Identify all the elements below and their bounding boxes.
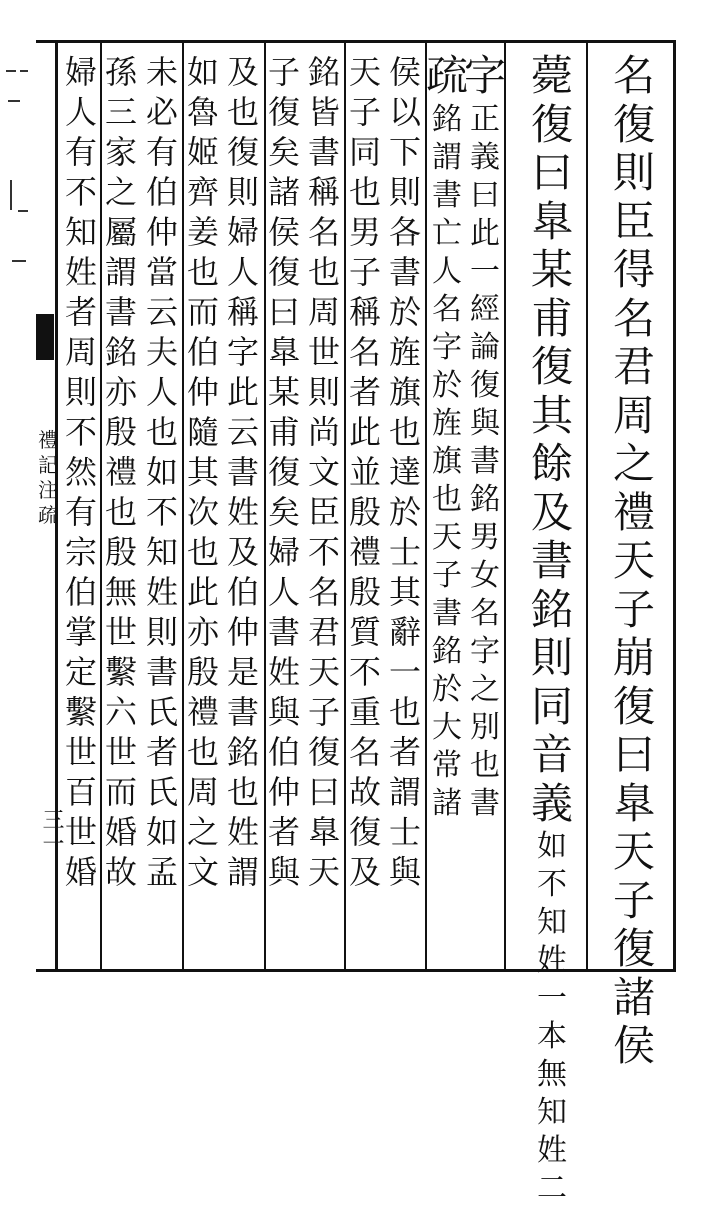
annotation-char: 質 (348, 613, 381, 651)
main-text-char: 某 (530, 245, 573, 294)
annotation-char: 不 (64, 413, 97, 451)
annotation-char: 銘 (432, 101, 462, 137)
main-text-char: 薨 (530, 51, 573, 100)
annotation-char: 六 (104, 693, 137, 731)
main-text-char: 則 (612, 148, 655, 197)
annotation-char: 與 (388, 853, 421, 891)
main-text-char: 音 (530, 730, 573, 779)
text-column-9 (224, 52, 262, 892)
annotation-char: 字 (432, 329, 462, 365)
annotation-char: 者 (64, 293, 97, 331)
annotation-char: 也 (470, 747, 500, 783)
annotation-char: 亦 (186, 613, 219, 651)
annotation-char: 女 (470, 557, 500, 593)
text-column-5 (386, 52, 424, 892)
annotation-char: 其 (186, 453, 219, 491)
annotation-char: 名 (348, 333, 381, 371)
annotation-char: 文 (307, 453, 340, 491)
main-text-char: 君 (612, 342, 655, 391)
annotation-char: 亡 (432, 215, 462, 251)
annotation-char: 下 (388, 133, 421, 171)
main-text-char: 同 (530, 681, 573, 731)
annotation-char: 天 (348, 53, 381, 91)
annotation-char: 仲 (267, 773, 300, 811)
annotation-char: 未 (145, 53, 178, 91)
annotation-char: 一 (388, 653, 421, 691)
annotation-char: 姓 (145, 573, 178, 611)
main-text-char: 餘 (530, 439, 573, 488)
annotation-char: 知 (537, 905, 567, 940)
annotation-char: 伯 (145, 173, 178, 211)
page-number: 三一 (39, 808, 64, 856)
annotation-char: 殷 (104, 413, 137, 451)
annotation-char: 婚 (64, 853, 97, 891)
spine-title-char: 疏 (38, 503, 58, 527)
annotation-char: 家 (104, 133, 137, 171)
annotation-char: 孫 (104, 53, 137, 91)
annotation-char: 書 (388, 253, 421, 291)
column-rule (425, 40, 427, 972)
annotation-char: 復 (470, 367, 500, 403)
annotation-char: 於 (388, 293, 421, 331)
annotation-char: 銘 (432, 633, 462, 669)
annotation-char: 文 (186, 853, 219, 891)
annotation-char: 世 (307, 333, 340, 371)
text-column-2 (516, 52, 588, 1208)
annotation-char: 然 (64, 453, 97, 491)
column-rule (504, 40, 506, 972)
annotation-char: 如 (186, 53, 219, 91)
annotation-char: 則 (388, 173, 421, 211)
annotation-char: 子 (348, 93, 381, 131)
annotation-char: 禮 (104, 453, 137, 491)
annotation-char: 次 (186, 493, 219, 531)
annotation-char: 則 (145, 613, 178, 651)
main-text-char: 復 (612, 99, 655, 149)
annotation-char: 於 (432, 367, 462, 403)
annotation-char: 氏 (145, 693, 178, 731)
text-column-8 (265, 52, 303, 892)
annotation-char: 名 (348, 733, 381, 771)
annotation-char: 君 (307, 613, 340, 651)
annotation-char: 而 (104, 773, 137, 811)
main-text-char: 及 (530, 487, 573, 537)
annotation-char: 經 (470, 291, 500, 327)
annotation-char: 謂 (104, 253, 137, 291)
spine-title-char: 禮 (38, 428, 58, 452)
annotation-char: 書 (307, 133, 340, 171)
annotation-char: 侯 (267, 213, 300, 251)
annotation-char: 知 (64, 213, 97, 251)
annotation-char: 旗 (432, 443, 462, 479)
annotation-char: 稱 (307, 173, 340, 211)
annotation-char: 故 (104, 853, 137, 891)
annotation-char: 隨 (186, 413, 219, 451)
annotation-char: 曰 (470, 177, 500, 213)
annotation-char: 士 (388, 533, 421, 571)
annotation-char: 世 (64, 733, 97, 771)
main-text-char: 子 (612, 875, 655, 925)
annotation-char: 與 (470, 405, 500, 441)
annotation-char: 者 (348, 373, 381, 411)
annotation-char: 云 (145, 293, 178, 331)
annotation-char: 書 (104, 293, 137, 331)
annotation-char: 復 (267, 253, 300, 291)
annotation-char: 齊 (186, 173, 219, 211)
annotation-char: 而 (186, 293, 219, 331)
annotation-char: 也 (348, 173, 381, 211)
annotation-char: 矣 (267, 133, 300, 171)
main-text-char: 復 (612, 924, 655, 973)
annotation-char: 禮 (186, 693, 219, 731)
annotation-char: 尚 (307, 413, 340, 451)
annotation-char: 並 (348, 453, 381, 491)
annotation-char: 臯 (267, 333, 300, 371)
annotation-char: 不 (64, 173, 97, 211)
annotation-char: 字 (470, 633, 500, 669)
text-column-1 (598, 52, 670, 1071)
annotation-char: 者 (388, 733, 421, 771)
annotation-char: 之 (186, 813, 219, 851)
annotation-char: 名 (307, 573, 340, 611)
annotation-char: 必 (145, 93, 178, 131)
annotation-char: 與 (267, 853, 300, 891)
annotation-char: 其 (388, 573, 421, 611)
annotation-char: 仲 (186, 373, 219, 411)
annotation-char: 不 (145, 493, 178, 531)
annotation-char: 知 (145, 533, 178, 571)
annotation-char: 三 (104, 93, 137, 131)
annotation-char: 魯 (186, 93, 219, 131)
annotation-char: 有 (64, 133, 97, 171)
annotation-char: 義 (470, 139, 500, 175)
annotation-char: 人 (226, 253, 259, 291)
annotation-char: 周 (64, 333, 97, 371)
annotation-char: 諸 (267, 173, 300, 211)
annotation-char: 復 (267, 93, 300, 131)
annotation-char: 子 (307, 693, 340, 731)
text-column-4 (426, 51, 469, 823)
annotation-char: 一 (470, 253, 500, 289)
annotation-char: 此 (186, 573, 219, 611)
annotation-char: 此 (226, 373, 259, 411)
main-text-char: 銘 (530, 584, 573, 634)
main-text-char: 字 (464, 51, 507, 100)
annotation-char: 百 (64, 773, 97, 811)
annotation-char: 如 (145, 453, 178, 491)
annotation-char: 曰 (267, 293, 300, 331)
annotation-char: 伯 (267, 733, 300, 771)
annotation-char: 宗 (64, 533, 97, 571)
annotation-char: 掌 (64, 613, 97, 651)
main-text-char: 子 (612, 584, 655, 634)
annotation-char: 是 (226, 653, 259, 691)
annotation-char: 某 (267, 373, 300, 411)
annotation-char: 名 (307, 213, 340, 251)
main-text-char: 復 (530, 99, 573, 149)
annotation-char: 不 (537, 867, 567, 902)
main-text-char: 甫 (530, 293, 573, 343)
annotation-char: 矣 (267, 493, 300, 531)
annotation-char: 婦 (64, 53, 97, 91)
annotation-char: 謂 (388, 773, 421, 811)
annotation-char: 臣 (307, 493, 340, 531)
annotation-char: 世 (64, 813, 97, 851)
annotation-char: 於 (388, 493, 421, 531)
annotation-char: 旌 (388, 333, 421, 371)
main-text-char: 曰 (612, 730, 655, 779)
annotation-char: 天 (432, 519, 462, 555)
annotation-char: 者 (267, 813, 300, 851)
annotation-char: 婦 (226, 213, 259, 251)
annotation-char: 諸 (432, 785, 462, 821)
annotation-char: 也 (186, 253, 219, 291)
main-text-char: 周 (612, 390, 655, 440)
annotation-char: 世 (104, 613, 137, 651)
annotation-char: 別 (470, 709, 500, 745)
annotation-char: 知 (537, 1095, 567, 1130)
annotation-char: 姓 (64, 253, 97, 291)
annotation-char: 姜 (186, 213, 219, 251)
annotation-char: 氏 (145, 773, 178, 811)
annotation-char: 及 (226, 533, 259, 571)
text-column-13 (62, 52, 100, 892)
main-text-char: 天 (612, 827, 655, 876)
main-text-char: 侯 (612, 1021, 655, 1070)
fishtail-mark (36, 314, 54, 360)
annotation-char: 也 (104, 493, 137, 531)
annotation-char: 云 (226, 413, 259, 451)
annotation-char: 書 (470, 443, 500, 479)
spine-book-title (38, 428, 58, 528)
annotation-char: 也 (388, 693, 421, 731)
annotation-char: 婦 (267, 533, 300, 571)
annotation-char: 殷 (104, 533, 137, 571)
main-text-char: 天 (612, 536, 655, 585)
annotation-char: 禮 (348, 533, 381, 571)
annotation-char: 本 (537, 1019, 567, 1054)
annotation-char: 銘 (307, 53, 340, 91)
annotation-char: 達 (388, 453, 421, 491)
main-text-char: 崩 (612, 633, 655, 682)
spine-title-char: 注 (38, 478, 58, 502)
annotation-char: 人 (64, 93, 97, 131)
annotation-char: 同 (348, 133, 381, 171)
annotation-char: 婚 (104, 813, 137, 851)
annotation-char: 也 (226, 773, 259, 811)
annotation-char: 復 (348, 813, 381, 851)
annotation-char: 書 (432, 177, 462, 213)
annotation-char: 孟 (145, 853, 178, 891)
main-text-char: 義 (530, 778, 573, 828)
annotation-char: 周 (186, 773, 219, 811)
annotation-char: 不 (307, 533, 340, 571)
annotation-char: 殷 (348, 573, 381, 611)
annotation-char: 各 (388, 213, 421, 251)
annotation-char: 無 (104, 573, 137, 611)
annotation-char: 旗 (388, 373, 421, 411)
annotation-char: 殷 (348, 493, 381, 531)
annotation-char: 曰 (307, 773, 340, 811)
annotation-char: 也 (186, 533, 219, 571)
annotation-char: 子 (267, 53, 300, 91)
annotation-char: 名 (470, 595, 500, 631)
text-column-3 (464, 51, 507, 823)
annotation-char: 二 (537, 1171, 567, 1206)
annotation-char: 書 (267, 613, 300, 651)
annotation-char: 故 (348, 773, 381, 811)
annotation-char: 也 (186, 733, 219, 771)
annotation-char: 臯 (307, 813, 340, 851)
annotation-char: 姓 (226, 813, 259, 851)
main-text-char: 名 (612, 51, 655, 100)
annotation-char: 旌 (432, 405, 462, 441)
spine-marks (0, 60, 36, 300)
annotation-char: 人 (432, 253, 462, 289)
annotation-char: 如 (145, 813, 178, 851)
annotation-char: 天 (307, 853, 340, 891)
annotation-char: 書 (226, 453, 259, 491)
annotation-char: 復 (307, 733, 340, 771)
annotation-char: 者 (145, 733, 178, 771)
annotation-char: 書 (226, 693, 259, 731)
text-column-10 (184, 52, 222, 892)
annotation-char: 謂 (226, 853, 259, 891)
annotation-char: 有 (145, 133, 178, 171)
annotation-char: 仲 (226, 613, 259, 651)
annotation-char: 以 (388, 93, 421, 131)
annotation-char: 也 (432, 481, 462, 517)
main-text-char: 書 (530, 536, 573, 585)
annotation-char: 姬 (186, 133, 219, 171)
annotation-char: 姓 (537, 1133, 567, 1168)
annotation-char: 無 (537, 1057, 567, 1092)
main-text-char: 臣 (612, 196, 655, 246)
text-column-11 (143, 52, 181, 892)
annotation-char: 則 (64, 373, 97, 411)
annotation-char: 定 (64, 653, 97, 691)
annotation-char: 繫 (104, 653, 137, 691)
annotation-char: 殷 (186, 653, 219, 691)
text-column-6 (346, 52, 384, 892)
annotation-char: 也 (145, 413, 178, 451)
annotation-char: 書 (470, 785, 500, 821)
annotation-char: 屬 (104, 213, 137, 251)
annotation-char: 子 (432, 557, 462, 593)
annotation-char: 此 (348, 413, 381, 451)
annotation-char: 有 (64, 493, 97, 531)
annotation-char: 周 (307, 293, 340, 331)
annotation-char: 人 (267, 573, 300, 611)
main-text-char: 其 (530, 390, 573, 440)
annotation-char: 姓 (267, 653, 300, 691)
main-text-char: 臯 (612, 778, 655, 828)
annotation-char: 繫 (64, 693, 97, 731)
annotation-char: 甫 (267, 413, 300, 451)
annotation-char: 士 (388, 813, 421, 851)
annotation-char: 復 (226, 133, 259, 171)
annotation-char: 伯 (64, 573, 97, 611)
annotation-char: 重 (348, 693, 381, 731)
annotation-char: 稱 (348, 293, 381, 331)
annotation-char: 不 (348, 653, 381, 691)
main-text-char: 臯 (530, 196, 573, 246)
annotation-char: 銘 (226, 733, 259, 771)
annotation-char: 世 (104, 733, 137, 771)
annotation-char: 也 (388, 413, 421, 451)
annotation-char: 當 (145, 253, 178, 291)
annotation-char: 男 (470, 519, 500, 555)
annotation-char: 及 (348, 853, 381, 891)
text-column-12 (102, 52, 140, 892)
main-text-char: 則 (530, 633, 573, 682)
main-text-char: 疏 (426, 51, 469, 100)
annotation-char: 及 (226, 53, 259, 91)
annotation-char: 論 (470, 329, 500, 365)
annotation-char: 辭 (388, 613, 421, 651)
annotation-char: 姓 (226, 493, 259, 531)
annotation-char: 之 (470, 671, 500, 707)
annotation-char: 人 (145, 373, 178, 411)
annotation-char: 於 (432, 671, 462, 707)
annotation-char: 一 (537, 981, 567, 1016)
annotation-char: 則 (307, 373, 340, 411)
annotation-char: 如 (537, 829, 567, 864)
annotation-char: 亦 (104, 373, 137, 411)
text-column-7 (305, 52, 343, 892)
annotation-char: 名 (432, 291, 462, 327)
annotation-char: 與 (267, 693, 300, 731)
main-text-char: 曰 (530, 148, 573, 197)
main-text-char: 名 (612, 293, 655, 343)
main-text-char: 復 (530, 342, 573, 391)
annotation-char: 侯 (388, 53, 421, 91)
main-text-char: 禮 (612, 487, 655, 537)
annotation-char: 則 (226, 173, 259, 211)
main-text-char: 之 (612, 439, 655, 488)
annotation-char: 伯 (186, 333, 219, 371)
annotation-char: 仲 (145, 213, 178, 251)
annotation-char: 之 (104, 173, 137, 211)
annotation-char: 也 (307, 253, 340, 291)
annotation-char: 字 (226, 333, 259, 371)
annotation-char: 子 (348, 253, 381, 291)
annotation-char: 夫 (145, 333, 178, 371)
main-text-char: 得 (612, 245, 655, 294)
annotation-char: 復 (267, 453, 300, 491)
annotation-char: 書 (145, 653, 178, 691)
main-text-char: 復 (612, 681, 655, 731)
annotation-char: 書 (432, 595, 462, 631)
annotation-char: 謂 (432, 139, 462, 175)
annotation-char: 銘 (470, 481, 500, 517)
spine-title-char: 記 (38, 453, 58, 477)
annotation-char: 皆 (307, 93, 340, 131)
annotation-char: 伯 (226, 573, 259, 611)
annotation-char: 男 (348, 213, 381, 251)
annotation-char: 大 (432, 709, 462, 745)
annotation-char: 姓 (537, 943, 567, 978)
annotation-char: 也 (226, 93, 259, 131)
main-text-char: 諸 (612, 972, 655, 1022)
annotation-char: 常 (432, 747, 462, 783)
annotation-char: 正 (470, 101, 500, 137)
annotation-char: 此 (470, 215, 500, 251)
annotation-char: 天 (307, 653, 340, 691)
annotation-char: 稱 (226, 293, 259, 331)
annotation-char: 銘 (104, 333, 137, 371)
